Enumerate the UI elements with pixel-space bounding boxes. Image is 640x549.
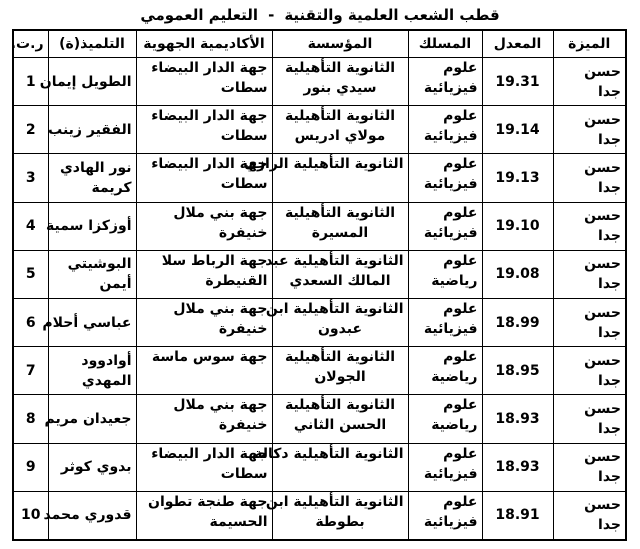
column-header-track: المسلك	[408, 30, 482, 58]
academy-line: خنيفرة	[218, 417, 268, 434]
heading-separator: -	[268, 6, 275, 24]
cell-student	[48, 250, 136, 298]
table-row	[13, 298, 626, 346]
cell-academy	[136, 250, 272, 298]
cell-academy	[136, 154, 272, 202]
academy-line: جهة الرباط سلا	[161, 252, 268, 269]
student-line: بدوي كوثر	[60, 459, 132, 476]
academy-line: جهة بني ملال	[173, 204, 268, 221]
cell-mention: حسن جدا	[553, 298, 626, 346]
cell-average: 18.95	[482, 347, 553, 395]
cell-mention: حسن جدا	[553, 443, 626, 491]
cell-school	[272, 395, 408, 443]
cell-average: 18.91	[482, 491, 553, 540]
cell-average: 18.93	[482, 443, 553, 491]
cell-average: 19.31	[482, 58, 553, 106]
cell-academy	[136, 106, 272, 154]
cell-track	[408, 58, 482, 106]
student-line: نور الهادي	[59, 159, 132, 176]
cell-rank: 3	[13, 154, 48, 202]
academy-line: القنيطرة	[205, 272, 268, 289]
cell-student	[48, 106, 136, 154]
cell-school	[272, 58, 408, 106]
cell-rank: 8	[13, 395, 48, 443]
cell-mention: حسن جدا	[553, 395, 626, 443]
cell-rank: 10	[13, 491, 48, 540]
student-line: أيمن	[99, 276, 132, 293]
academy-line: خنيفرة	[218, 320, 268, 337]
academy-line: جهة بني ملال	[173, 300, 268, 317]
cell-track	[408, 395, 482, 443]
cell-academy	[136, 443, 272, 491]
student-line: الطويل إيمان	[39, 73, 132, 90]
cell-track	[408, 443, 482, 491]
cell-track	[408, 491, 482, 540]
cell-student	[48, 202, 136, 250]
cell-student	[43, 491, 136, 540]
cell-school	[272, 202, 408, 250]
cell-academy	[136, 58, 272, 106]
school-line: الجولان	[314, 369, 366, 386]
cell-school	[265, 491, 408, 540]
student-line: البوشيتي	[67, 256, 132, 273]
school-line: الثانوية التأهيلية	[284, 204, 396, 221]
cell-mention: حسن جدا	[553, 202, 626, 250]
heading-left-part: قطب الشعب العلمية والتقنية	[284, 6, 500, 24]
track-line: رياضية	[431, 417, 478, 434]
track-line: علوم	[443, 60, 478, 76]
student-line: عباسي أحلام	[42, 314, 132, 331]
cell-academy	[136, 491, 272, 540]
cell-average: 19.08	[482, 250, 553, 298]
student-line: أوادوود	[81, 352, 132, 369]
school-line: الثانوية التأهيلية	[284, 60, 396, 76]
cell-average: 18.99	[482, 298, 553, 346]
cell-average: 19.14	[482, 106, 553, 154]
track-line: فيزيائية	[423, 513, 478, 530]
academy-line: جهة بني ملال	[173, 397, 268, 414]
academy-line: سطات	[220, 128, 268, 145]
track-line: علوم	[443, 349, 478, 366]
academy-line: جهة الدار البيضاء	[151, 108, 268, 125]
school-line: الثانوية التأهيلية ابن	[265, 300, 404, 317]
table-row	[13, 106, 626, 154]
track-line: علوم	[443, 445, 478, 462]
student-line: الفقير زينب	[48, 121, 132, 138]
cell-rank: 5	[13, 250, 48, 298]
school-line: الثانوية التأهيلية الرازي	[244, 156, 404, 173]
cell-mention: حسن جدا	[553, 106, 626, 154]
cell-average: 19.13	[482, 154, 553, 202]
table-body	[13, 58, 626, 541]
cell-track	[408, 298, 482, 346]
school-line: بطوطة	[315, 513, 365, 530]
track-line: فيزيائية	[423, 80, 478, 96]
track-line: علوم	[443, 252, 478, 269]
school-line: المالك السعدي	[289, 272, 391, 289]
track-line: علوم	[443, 204, 478, 221]
table-row	[13, 202, 626, 250]
cell-rank: 2	[13, 106, 48, 154]
student-line: كريمة	[91, 179, 132, 196]
cell-student	[48, 154, 136, 202]
academy-line: سطات	[220, 176, 268, 193]
school-line: المسيرة	[311, 224, 369, 241]
cell-mention: حسن جدا	[553, 347, 626, 395]
cell-track	[408, 106, 482, 154]
academy-line: جهة سوس ماسة	[151, 349, 268, 366]
column-header-school: المؤسسة	[272, 30, 408, 58]
header-row	[13, 30, 626, 58]
school-line: الثانوية التأهيلية ابن	[265, 493, 404, 510]
table-row	[13, 58, 626, 106]
school-line: عبدون	[317, 320, 363, 337]
cell-mention: حسن جدا	[553, 250, 626, 298]
cell-school	[272, 347, 408, 395]
cell-school	[272, 106, 408, 154]
column-header-student: التلميذ(ة)	[48, 30, 136, 58]
academy-line: الحسيمة	[209, 513, 268, 530]
cell-rank: 4	[13, 202, 48, 250]
student-line: جعيدان مريم	[44, 410, 132, 427]
student-line: قدوري محمد	[43, 507, 132, 524]
track-line: فيزيائية	[423, 176, 478, 193]
cell-student	[48, 443, 136, 491]
track-line: فيزيائية	[423, 320, 478, 337]
cell-school	[265, 250, 408, 298]
cell-average: 18.93	[482, 395, 553, 443]
page-heading	[0, 3, 640, 27]
table-row	[13, 347, 626, 395]
cell-academy	[136, 202, 272, 250]
track-line: علوم	[443, 300, 478, 317]
school-line: سيدي بنور	[303, 80, 377, 96]
cell-track	[408, 347, 482, 395]
results-table	[12, 29, 627, 541]
academy-line: جهة طنجة تطوان	[148, 493, 268, 510]
table-row	[13, 250, 626, 298]
academy-line: جهة الدار البيضاء	[151, 445, 268, 462]
track-line: علوم	[443, 108, 478, 125]
academy-line: سطات	[220, 80, 268, 96]
school-line: مولاي ادريس	[294, 128, 386, 145]
cell-academy	[136, 347, 272, 395]
heading-right-part: التعليم العمومي	[140, 6, 259, 24]
cell-school	[254, 443, 408, 491]
cell-school	[265, 298, 408, 346]
cell-student	[48, 347, 136, 395]
cell-academy	[136, 395, 272, 443]
cell-rank: 6	[13, 298, 48, 346]
cell-student	[42, 298, 136, 346]
track-line: علوم	[443, 397, 478, 414]
school-line: الثانوية التأهيلية	[284, 108, 396, 125]
cell-rank: 1	[13, 58, 48, 106]
cell-student	[44, 395, 136, 443]
cell-rank: 7	[13, 347, 48, 395]
table-header	[10, 30, 626, 58]
cell-mention: حسن جدا	[553, 491, 626, 540]
cell-track	[408, 250, 482, 298]
academy-line: جهة الدار البيضاء	[151, 60, 268, 76]
cell-track	[408, 154, 482, 202]
cell-mention: حسن جدا	[553, 154, 626, 202]
academy-line: خنيفرة	[218, 224, 268, 241]
table-row	[13, 395, 626, 443]
academy-line: سطات	[220, 465, 268, 482]
school-line: الثانوية التأهيلية عبد	[265, 252, 404, 269]
track-line: فيزيائية	[423, 465, 478, 482]
track-line: رياضية	[431, 369, 478, 386]
column-header-rank: ر.ت.	[13, 30, 48, 58]
track-line: فيزيائية	[423, 128, 478, 145]
student-line: المهدي	[81, 372, 132, 389]
cell-rank: 9	[13, 443, 48, 491]
table-row	[13, 154, 626, 202]
academy-line: جهة الدار البيضاء	[151, 156, 268, 173]
school-line: الثانوية التأهيلية	[284, 349, 396, 366]
cell-academy	[136, 298, 272, 346]
track-line: رياضية	[431, 272, 478, 289]
table-row	[13, 491, 626, 540]
track-line: علوم	[443, 156, 478, 173]
column-header-average: المعدل	[482, 30, 553, 58]
column-header-academy: الأكاديمية الجهوية	[136, 30, 272, 58]
column-header-mention: الميزة	[553, 30, 626, 58]
cell-average: 19.10	[482, 202, 553, 250]
track-line: علوم	[443, 493, 478, 510]
cell-student	[39, 58, 136, 106]
cell-track	[408, 202, 482, 250]
school-line: الثانوية التأهيلية	[284, 397, 396, 414]
student-line: أوزكزا سمية	[46, 218, 132, 235]
cell-mention: حسن جدا	[553, 58, 626, 106]
table-row	[13, 443, 626, 491]
track-line: فيزيائية	[423, 224, 478, 241]
school-line: الحسن الثاني	[293, 417, 387, 434]
school-line: الثانوية التأهيلية دكالة	[254, 445, 404, 462]
